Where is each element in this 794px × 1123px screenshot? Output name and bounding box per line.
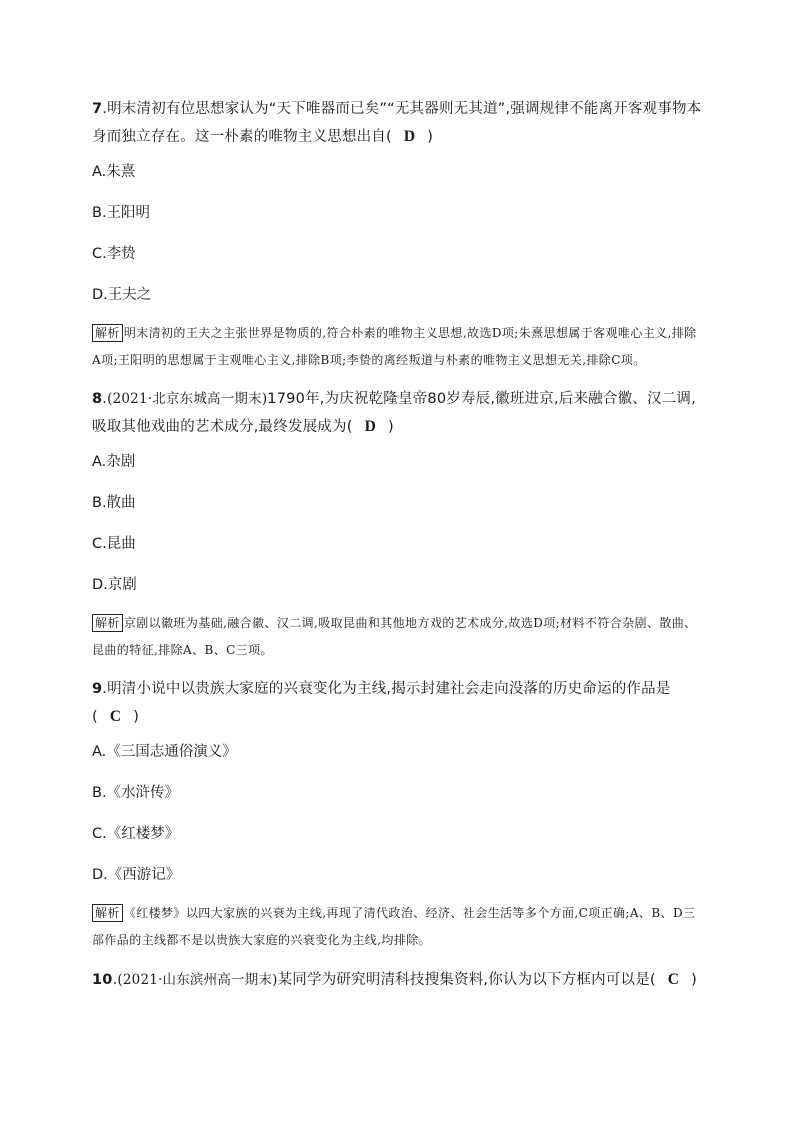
question-number: 10 bbox=[92, 972, 113, 988]
analysis-tag: 解析 bbox=[92, 904, 123, 922]
answer-letter: D bbox=[403, 128, 416, 145]
question-stem bbox=[92, 676, 702, 731]
question-text: . bbox=[102, 391, 108, 407]
question-source: (2021·山东滨州高一期末) bbox=[117, 972, 278, 988]
analysis-tag: 解析 bbox=[92, 324, 123, 342]
analysis-tag: 解析 bbox=[92, 614, 123, 632]
question-text: . bbox=[112, 972, 118, 988]
question-text-end: ) bbox=[427, 129, 434, 145]
question-7 bbox=[92, 96, 702, 374]
analysis-block bbox=[92, 900, 702, 954]
question-text-end: ) bbox=[133, 709, 140, 725]
option-a: A.朱熹 bbox=[92, 164, 136, 180]
answer-letter: C bbox=[109, 708, 122, 725]
option-c: C.昆曲 bbox=[92, 536, 136, 552]
question-9 bbox=[92, 676, 702, 954]
question-stem bbox=[92, 966, 702, 994]
answer-letter: C bbox=[667, 971, 680, 988]
question-number: 8 bbox=[92, 391, 103, 407]
analysis-block bbox=[92, 320, 702, 374]
option-c: C.《红楼梦》 bbox=[92, 826, 180, 842]
option-a: A.杂剧 bbox=[92, 454, 136, 470]
option-a: A.《三国志通俗演义》 bbox=[92, 744, 237, 760]
question-text: .明末清初有位思想家认为“天下唯器而已矣”“无其器则无其道”,强调规律不能离开客观事物本身而独立存在。这一朴素的唯物主义思想出自( bbox=[92, 101, 702, 145]
option-d: D.王夫之 bbox=[92, 287, 152, 303]
question-text: .明清小说中以贵族大家庭的兴衰变化为主线,揭示封建社会走向没落的历史命运的作品是( bbox=[92, 681, 671, 725]
question-source: (2021·北京东城高一期末) bbox=[107, 391, 268, 407]
option-c: C.李贽 bbox=[92, 246, 136, 262]
option-d: D.京剧 bbox=[92, 577, 137, 593]
question-number: 9 bbox=[92, 681, 103, 697]
question-8 bbox=[92, 386, 702, 664]
question-text-middle: 1790年,为庆祝乾隆皇帝80岁寿辰,徽班进京,后来融合徽、汉二调,吸取其他戏曲的艺术成分,最终发展成为( bbox=[92, 391, 696, 435]
option-b: B.散曲 bbox=[92, 495, 136, 511]
analysis-text: 《红楼梦》以四大家族的兴衰为主线,再现了清代政治、经济、社会生活等多个方面,C项正确;A、B、D三部作品的主线都不是以贵族大家庭的兴衰变化为主线,均排除。 bbox=[92, 906, 696, 947]
question-text-end: ) bbox=[691, 972, 698, 988]
option-d: D.《西游记》 bbox=[92, 867, 181, 883]
document-page bbox=[92, 96, 702, 1005]
option-b: B.《水浒传》 bbox=[92, 785, 180, 801]
option-b: B.王阳明 bbox=[92, 205, 151, 221]
analysis-text: 明末清初的王夫之主张世界是物质的,符合朴素的唯物主义思想,故选D项;朱熹思想属于客观唯心主义,排除A项;王阳明的思想属于主观唯心主义,排除B项;李贽的离经叛道与朴素的唯物主义思想无关,排除C项。 bbox=[92, 326, 697, 367]
question-stem bbox=[92, 386, 702, 441]
question-10 bbox=[92, 966, 702, 994]
question-number: 7 bbox=[92, 101, 103, 117]
question-stem bbox=[92, 96, 702, 151]
question-text-middle: 某同学为研究明清科技搜集资料,你认为以下方框内可以是( bbox=[277, 972, 656, 988]
question-text-end: ) bbox=[387, 419, 394, 435]
analysis-block bbox=[92, 610, 702, 664]
analysis-text: 京剧以徽班为基础,融合徽、汉二调,吸取昆曲和其他地方戏的艺术成分,故选D项;材料不符合杂剧、散曲、昆曲的特征,排除A、B、C三项。 bbox=[92, 616, 697, 657]
answer-letter: D bbox=[364, 418, 376, 435]
